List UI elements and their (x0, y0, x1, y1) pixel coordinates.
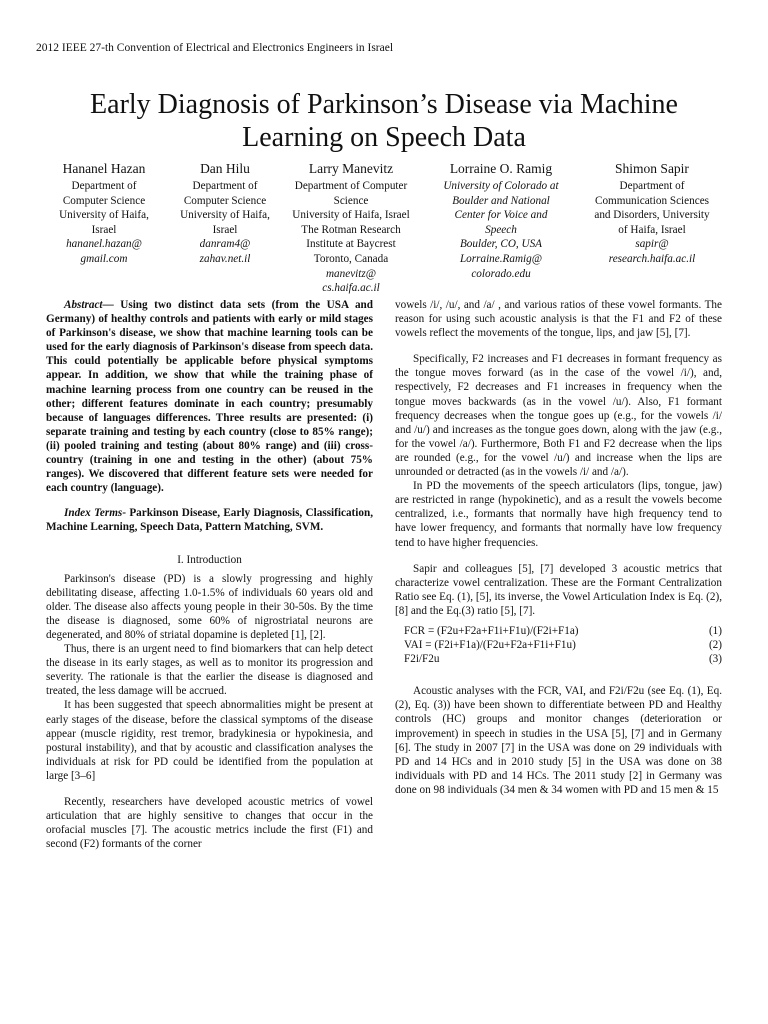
author-affiliation-line: Department of (192, 180, 258, 192)
abstract-text: — Using two distinct data sets (from the USA and Germany) of healthy controls and patients with early or mild stages of Parkinson's disease, we show that machine learning tools can be used for the early diagnosis of Parkinson's disease from speech data. This could potentially be applicable before physical symptoms appear. In addition, we show that while the training phase of machine learning process from one country can be reused in the other; different features dominate in each country; presumably because of languages differences. Three results are presented: (i) separate training and testing by each country (close to 85% range); (ii) pooled training and testing (about 80% range) and (iii) cross-country (training in one and testing in the other) (about 75% ranges). We discovered that different feature sets were needed for each country (language). (46, 299, 373, 495)
author-email: gmail.com (80, 252, 128, 265)
author-affiliation-line: Department of Computer (294, 180, 408, 192)
author-email: cs.haifa.ac.il (322, 282, 380, 295)
author-affiliation-line: Institute at Baycrest (306, 238, 396, 251)
author-name: Larry Manevitz (308, 161, 394, 176)
paper-title (30, 88, 738, 154)
author-block-1 (44, 160, 164, 267)
author-affiliation-line: Boulder and National (452, 194, 550, 207)
author-affiliation-line: Communication Sciences (594, 194, 710, 207)
body-paragraph: Parkinson's disease (PD) is a slowly progressing and highly debilitating disease, affecting 1.0-1.5% of individuals 60 years old and older. The disease also affects young people in their 30-50s. By the time the disease is diagnosed, some 60% of nigrostriatal neurons are degenerated, and 80% of striatal dopamine is depleted [1], [2]. (46, 572, 373, 641)
author-block-2 (160, 160, 290, 267)
author-email: danram4@ (199, 238, 251, 251)
body-paragraph: Specifically, F2 increases and F1 decreases in formant frequency as the tongue moves forward (as in the case of the vowel /i/), and, respectively, F2 decreases and F1 increases in frequency when the tongue moves backwards (as in the vowel /u/). Also, F1 formant frequency decreases when the tongue goes up (e.g., for the vowels /i/ and /u/) and increases as the tongue goes down, along with the jaw (e.g., for the vowel /a/). Furthermore, Both F1 and F2 decrease when the lips are rounded (e.g., for the vowel /u/) and increase when the lips are unrounded or detracted (as in the vowels /i/ and /a/). (395, 353, 722, 479)
equation-3 (404, 652, 722, 666)
author-affiliation-line: Israel (91, 223, 117, 236)
left-column (46, 298, 373, 851)
author-name: Hananel Hazan (62, 161, 146, 176)
title-line-1: Early Diagnosis of Parkinson’s Disease via Machine (90, 89, 678, 120)
author-affiliation-line: University of Haifa, (180, 209, 270, 222)
index-terms (46, 506, 373, 534)
body-paragraph: Acoustic analyses with the FCR, VAI, and F2i/F2u (see Eq. (1), Eq. (2), Eq. (3)) have been shown to differentiate between PD and Healthy controls (HC) groups and monitor changes (deterioration or improvement) in speech in studies in the USA [5], [7] and in Germany [6]. The study in 2007 [7] in the USA was done on 29 individuals with PD and 14 HCs and in 2010 study [5] in the USA was done on 38 individuals with PD and 14 HCs. The 2011 study [2] in Germany was done on 98 individuals (34 men & 34 women with PD and 15 men & 15 (395, 685, 722, 796)
author-email: sapir@ (635, 238, 669, 251)
author-block-4 (428, 160, 574, 281)
equation-formula: VAI = (F2i+F1a)/(F2u+F2a+F1i+F1u) (404, 639, 576, 652)
index-terms-text: - Parkinson Disease, Early Diagnosis, Classification, Machine Learning, Speech Data, Pattern Matching, SVM. (46, 507, 373, 534)
author-affiliation-line: Israel (212, 223, 238, 236)
author-name: Dan Hilu (200, 161, 250, 176)
author-email: research.haifa.ac.il (608, 252, 696, 265)
author-name: Lorraine O. Ramig (449, 161, 553, 176)
author-email: Lorraine.Ramig@ (459, 252, 543, 265)
author-affiliation-line: Department of (619, 180, 685, 192)
author-block-3 (280, 160, 422, 296)
author-email: zahav.net.il (199, 252, 251, 265)
body-paragraph: Sapir and colleagues [5], [7] developed 3 acoustic metrics that characterize vowel centralization. These are the Formant Centralization Ratio see Eq. (1), [5], its inverse, the Vowel Articulation Index is Eq. (2), [8] and the Eq.(3) ratio [5], [7]. (395, 562, 722, 617)
equation-formula: F2i/F2u (404, 653, 440, 666)
equation-number: (1) (708, 624, 722, 637)
author-affiliation-line: Department of (71, 180, 137, 192)
author-affiliation-line: Toronto, Canada (313, 252, 389, 265)
equation-number: (3) (708, 653, 722, 666)
body-paragraph: vowels /i/, /u/, and /a/ , and various ratios of these vowel formants. The reason for using such acoustic analysis is that the F1 and F2 of these vowels reflect the movements of the tongue, lips, and jaw [5], [7]. (395, 299, 722, 340)
title-line-2: Learning on Speech Data (242, 122, 526, 153)
author-affiliation-line: Center for Voice and (454, 209, 548, 222)
equation-number: (2) (708, 639, 722, 652)
equation-2 (404, 638, 722, 652)
author-affiliation-line: Boulder, CO, USA (459, 238, 543, 251)
body-paragraph: It has been suggested that speech abnormalities might be present at early stages of the disease, before the classical symptoms of the disease appear (muscle rigidity, rest tremor, bradykinesia or hypokinesia, and postural instability), and that by acoustic and classification analyses the individuals at risk for PD could be identified from the population at large [3–6] (46, 699, 373, 782)
author-affiliation-line: The Rotman Research (301, 223, 401, 236)
equation-block (404, 624, 722, 666)
author-affiliation-line: Computer Science (62, 194, 146, 207)
section-heading: I. Introduction (177, 553, 242, 566)
equation-formula: FCR = (F2u+F2a+F1i+F1u)/(F2i+F1a) (404, 624, 579, 637)
author-affiliation-line: Computer Science (183, 194, 267, 207)
conference-header: 2012 IEEE 27-th Convention of Electrical and Electronics Engineers in Israel (36, 42, 394, 54)
author-email: hananel.hazan@ (66, 238, 142, 251)
author-affiliation-line: Speech (485, 223, 517, 236)
abstract-label: Abstract (64, 299, 103, 311)
right-column (395, 298, 722, 797)
author-email: colorado.edu (471, 267, 531, 280)
body-paragraph: In PD the movements of the speech articulators (lips, tongue, jaw) are restricted in range (hypokinetic), and as a result the vowels become centralized, i.e., formants that normally have high frequency tend to have lower frequency, and formants that normally have low frequency tend to have higher frequencies. (395, 480, 722, 549)
author-affiliation-line: University of Haifa, (59, 209, 149, 222)
body-paragraph: Thus, there is an urgent need to find biomarkers that can help detect the disease in its early stages, as well as to monitor its progression and severity. The rationale is that the earlier the disease is diagnosed and treated, the less damage will be accrued. (46, 643, 373, 698)
abstract (46, 298, 373, 495)
author-email: manevitz@ (325, 267, 377, 280)
index-terms-label: Index Terms (64, 507, 123, 520)
author-affiliation-line: University of Haifa, Israel (292, 209, 410, 222)
author-block-5 (578, 160, 726, 267)
author-name: Shimon Sapir (615, 161, 689, 176)
equation-1 (404, 624, 722, 638)
author-affiliation-line: Science (333, 194, 369, 207)
body-paragraph: Recently, researchers have developed acoustic metrics of vowel articulation that are highly sensitive to changes that occur in the orofacial muscles [7]. The acoustic metrics include the first (F1) and second (F2) formants of the corner (46, 796, 373, 851)
author-affiliation-line: of Haifa, Israel (618, 223, 686, 236)
author-affiliation-line: and Disorders, University (594, 209, 710, 222)
author-affiliation-line: University of Colorado at (443, 180, 559, 192)
